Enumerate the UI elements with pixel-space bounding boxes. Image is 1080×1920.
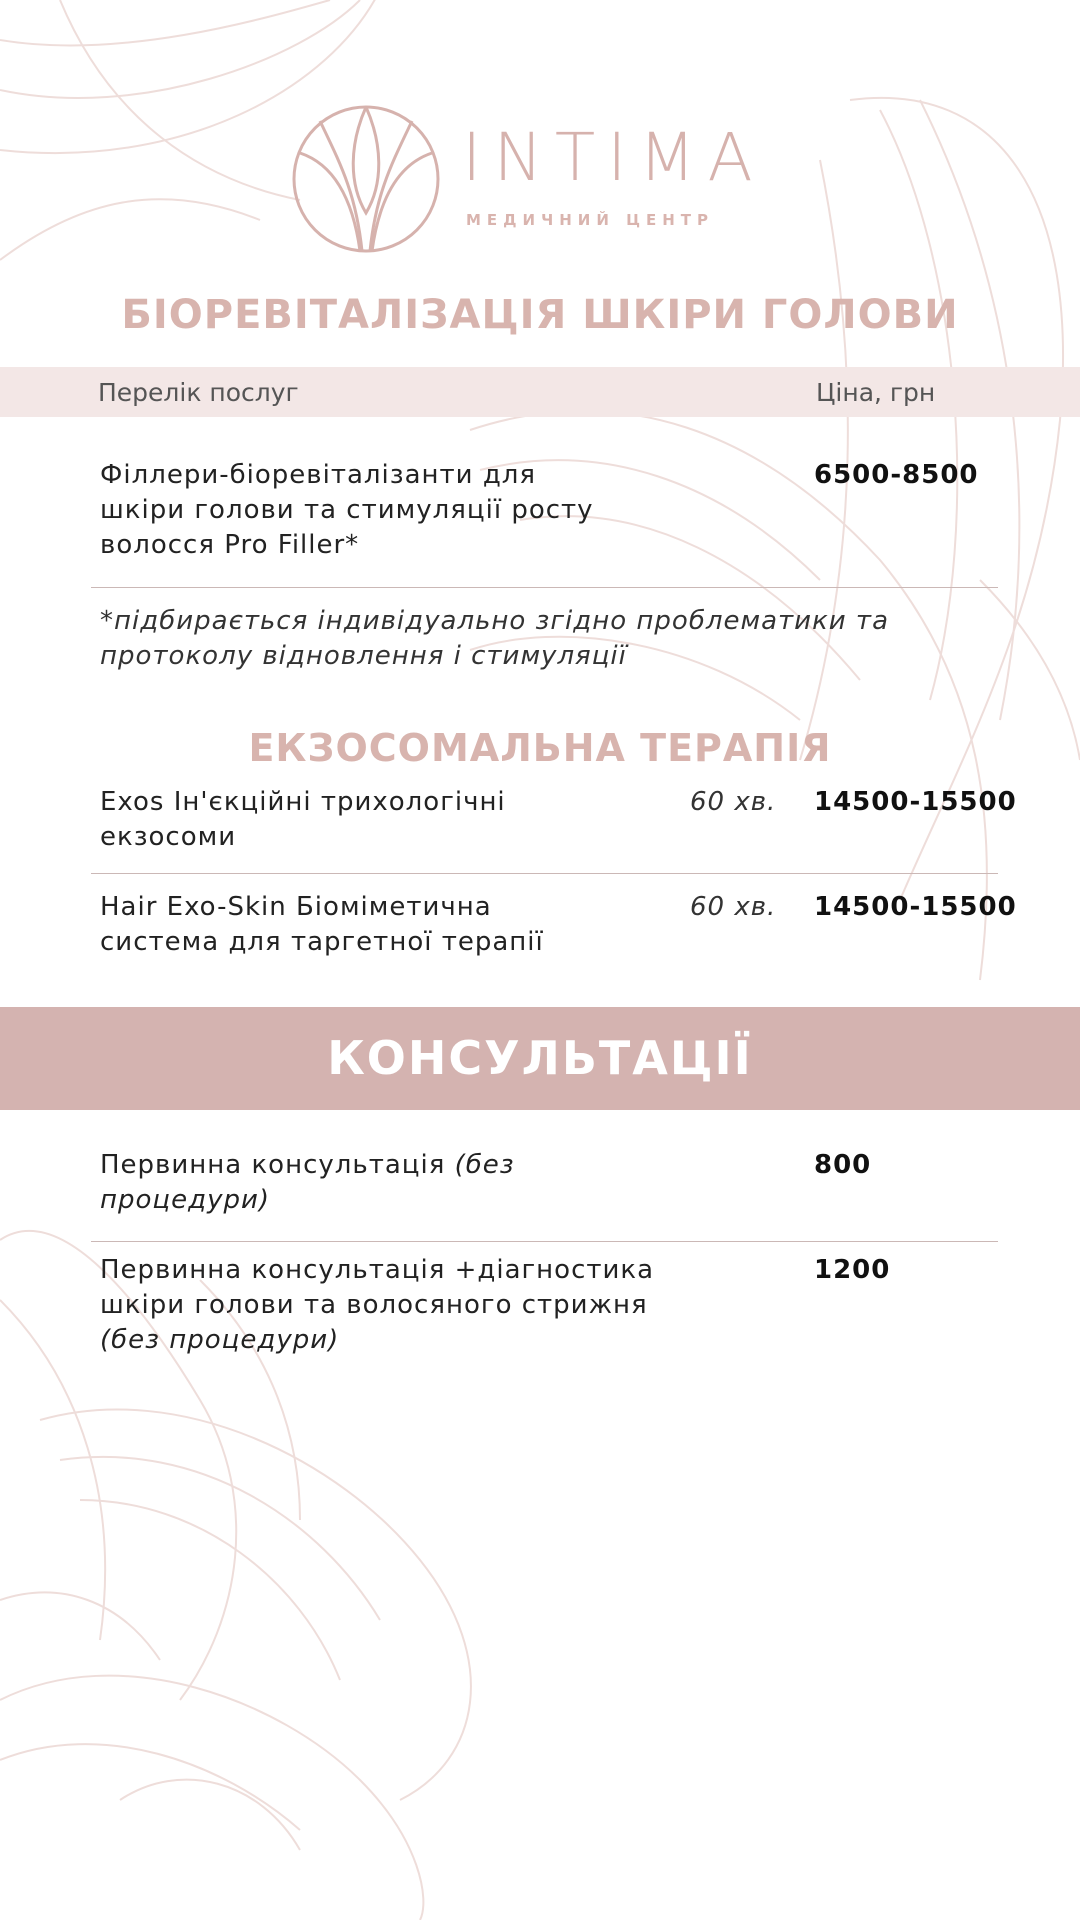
service-price: 14500-15500 xyxy=(814,892,1017,922)
services-column-header: Перелік послуг xyxy=(98,378,299,407)
service-name-line: Первинна консультація +діагностика xyxy=(100,1255,655,1285)
service-name xyxy=(100,1148,515,1218)
brand-name: INTIMA xyxy=(462,119,765,196)
service-name-line: шкіри голови та стимуляції росту xyxy=(100,495,594,525)
brand-subtitle: МЕДИЧНИЙ ЦЕНТР xyxy=(466,211,715,229)
consultations-banner xyxy=(0,1007,1080,1110)
service-name-line xyxy=(100,1148,515,1183)
service-name-line: система для таргетної терапії xyxy=(100,927,544,957)
service-name xyxy=(100,785,506,855)
section-title-consultations: КОНСУЛЬТАЦІЇ xyxy=(327,1031,753,1085)
service-name-line: Exos Ін'єкційні трихологічні xyxy=(100,787,506,817)
footnote-line: протоколу відновлення і стимуляції xyxy=(100,641,627,671)
divider xyxy=(91,873,998,874)
service-name-text: Первинна консультація xyxy=(100,1150,455,1180)
divider xyxy=(91,587,998,588)
section-title-exosomal: ЕКЗОСОМАЛЬНА ТЕРАПІЯ xyxy=(248,726,832,770)
service-name-line: Філлери-біоревіталізанти для xyxy=(100,460,537,490)
service-name-line: волосся Pro Filler* xyxy=(100,530,360,560)
service-name-italic: (без процедури) xyxy=(100,1325,340,1355)
service-name xyxy=(100,890,544,960)
logo-emblem-icon xyxy=(290,103,442,255)
service-price: 6500-8500 xyxy=(814,460,979,490)
service-price: 800 xyxy=(814,1150,872,1180)
service-name-line: Hair Exo-Skin Біоміметична xyxy=(100,892,492,922)
divider xyxy=(91,1241,998,1242)
footnote xyxy=(100,604,889,674)
brand-logo xyxy=(290,103,790,258)
section-title-biorevitalization: БІОРЕВІТАЛІЗАЦІЯ ШКІРИ ГОЛОВИ xyxy=(121,292,959,338)
service-name-line: екзосоми xyxy=(100,822,237,852)
footnote-line: *підбирається індивідуально згідно проблематики та xyxy=(100,606,890,636)
services-list-header xyxy=(0,367,1080,417)
price-column-header: Ціна, грн xyxy=(816,378,936,407)
service-duration: 60 хв. xyxy=(690,892,777,922)
service-name-italic: процедури) xyxy=(100,1185,271,1215)
service-name-italic: (без xyxy=(454,1150,515,1180)
service-duration: 60 хв. xyxy=(690,787,777,817)
service-name xyxy=(100,1253,654,1358)
service-name xyxy=(100,458,594,563)
service-price: 1200 xyxy=(814,1255,891,1285)
service-name-line: шкіри голови та волосяного стрижня xyxy=(100,1290,648,1320)
service-price: 14500-15500 xyxy=(814,787,1017,817)
